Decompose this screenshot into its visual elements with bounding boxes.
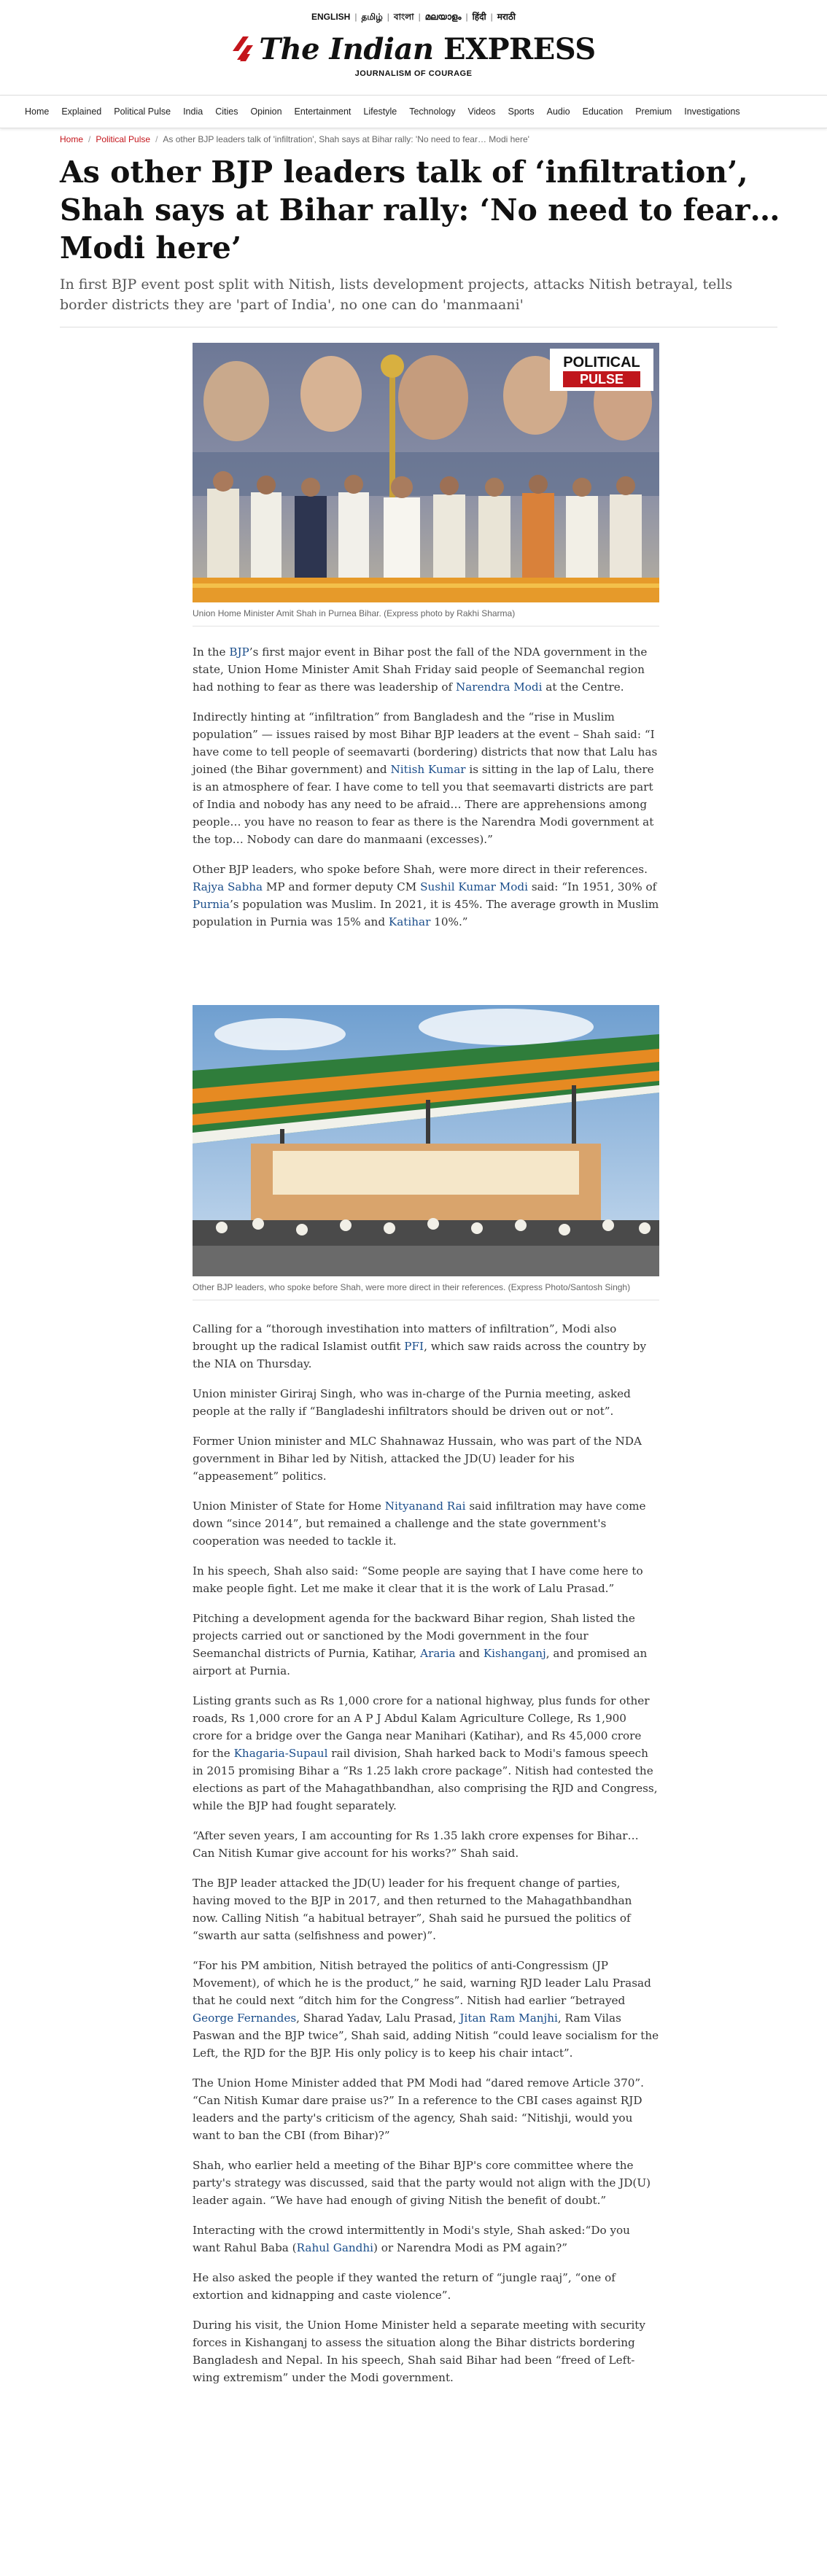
- breadcrumb-political-pulse[interactable]: Political Pulse: [96, 134, 151, 144]
- nav-item-opinion[interactable]: Opinion: [250, 106, 282, 117]
- political-pulse-badge-top: POLITICAL: [563, 354, 640, 371]
- article-headline: As other BJP leaders talk of ‘infiltration’, Shah says at Bihar rally: ‘No need to fear… Modi here’: [60, 155, 780, 265]
- logo-tagline: JOURNALISM OF COURAGE: [354, 69, 473, 78]
- link-rahul-gandhi[interactable]: Rahul Gandhi: [296, 2241, 374, 2254]
- article-subheadline: In first BJP event post split with Nitish, lists development projects, attacks Nitish betrayal, tells border districts they are 'part of India', no one can do 'manmaani': [60, 276, 733, 313]
- lead-image-caption: Union Home Minister Amit Shah in Purnea Bihar. (Express photo by Rakhi Sharma): [193, 602, 659, 626]
- link-rajya-sabha[interactable]: Rajya Sabha: [193, 880, 263, 893]
- article-lead-image: [193, 343, 659, 626]
- nav-item-lifestyle[interactable]: Lifestyle: [363, 106, 397, 117]
- paragraph-2: Indirectly hinting at “infiltration” from Bangladesh and the “rise in Muslim population” — issues raised by most Bihar BJP leaders at the event – Shah said: “I have come to tell people of seemavarti (bordering) districts that now that Lalu has joined (the Bihar government) and Nitish Kumar is sitting in the lap of Lalu, there is an atmosphere of fear. I have come to tell you that seemavarti districts are part of India and nobody has any need to be afraid… There are apprehensions among people… you have no reason to fear as there is the Narendra Modi government at the top… Nobody can dare do manmaani (excesses).”: [193, 710, 658, 846]
- breadcrumb-home[interactable]: Home: [60, 134, 84, 144]
- link-katihar[interactable]: Katihar: [388, 915, 431, 928]
- paragraph-9: Pitching a development agenda for the backward Bihar region, Shah listed the projects carried out or sanctioned by the Modi government in the four Seemanchal districts of Purnia, Katihar, Araria and Kishanganj, and promised an airport at Purnia.: [193, 1612, 648, 1677]
- language-bar: ENGLISH | தமிழ் | বাংলা | മലയാളം | हिंदी | मराठी: [311, 12, 516, 22]
- paragraph-13: “For his PM ambition, Nitish betrayed the politics of anti-Congressism (JP Movement), of which he is the product,” he said, warning RJD leader Lalu Prasad that he could next “ditch him for the Congress”. Nitish had earlier “betrayed George Fernandes, Sharad Yadav, Lalu Prasad, Jitan Ram Manjhi, Ram Vilas Paswan and the BJP twice”, Shah said, adding Nitish “could leave socialism for the Left, the RJD for the BJP. His only policy is to keep his chair intact”.: [193, 1959, 659, 2060]
- nav-item-videos[interactable]: Videos: [467, 106, 496, 117]
- second-image-caption: Other BJP leaders, who spoke before Shah, were more direct in their references. (Express Photo/Santosh Singh): [193, 1276, 659, 1300]
- paragraph-14: The Union Home Minister added that PM Modi had “dared remove Article 370”. “Can Nitish Kumar dare praise us?” In a reference to the CBI cases against RJD leaders and the party's criticism of the agency, Shah said: “Nitishji, would you want to ban the CBI (from Bihar)?”: [193, 2076, 645, 2142]
- language-link-tamil[interactable]: தமிழ்: [361, 12, 383, 22]
- link-kishanganj[interactable]: Kishanganj: [483, 1647, 546, 1660]
- logo-wordmark: The Indian EXPRESS: [259, 32, 596, 66]
- site-logo[interactable]: [0, 34, 827, 78]
- link-pfi[interactable]: PFI: [404, 1340, 424, 1353]
- language-link-hindi[interactable]: हिंदी: [472, 12, 486, 22]
- paragraph-10: Listing grants such as Rs 1,000 crore for a national highway, plus funds for other roads, Rs 1,000 crore for an A P J Abdul Kalam Agriculture College, Rs 1,900 crore for a bridge over the Ganga near Manihari (Katihar), and Rs 45,000 crore for the Khagaria-Supaul rail division, Shah harked back to Modi's famous speech in 2015 promising Bihar a “Rs 1.25 lakh crore package”. Nitish had contested the elections as part of the Mahagathbandhan, also comprising the RJD and Congress, while the BJP had fought separately.: [193, 1694, 658, 1812]
- language-link-malayalam[interactable]: മലയാളം: [424, 12, 462, 22]
- link-george-fernandes[interactable]: George Fernandes: [193, 2011, 297, 2025]
- article-body-part-1: [193, 643, 659, 943]
- link-bjp[interactable]: BJP: [229, 645, 249, 659]
- nav-item-explained[interactable]: Explained: [61, 106, 102, 117]
- link-jitan-ram-manjhi[interactable]: Jitan Ram Manjhi: [459, 2011, 558, 2025]
- main-nav: [0, 95, 827, 128]
- nav-item-sports[interactable]: Sports: [508, 106, 535, 117]
- nav-item-premium[interactable]: Premium: [635, 106, 672, 117]
- paragraph-17: He also asked the people if they wanted the return of “jungle raaj”, “one of extortion and kidnapping and caste violence”.: [193, 2271, 616, 2302]
- paragraph-16: Interacting with the crowd intermittently in Modi's style, Shah asked:“Do you want Rahul Baba (Rahul Gandhi) or Narendra Modi as PM again?”: [193, 2224, 630, 2254]
- nav-item-technology[interactable]: Technology: [409, 106, 456, 117]
- nav-item-entertainment[interactable]: Entertainment: [294, 106, 352, 117]
- breadcrumb: Home / Political Pulse / As other BJP leaders talk of 'infiltration', Shah says at Bihar rally: 'No need to fear… Modi here': [60, 134, 529, 144]
- link-narendra-modi[interactable]: Narendra Modi: [455, 680, 543, 694]
- language-link-english[interactable]: ENGLISH: [311, 12, 351, 22]
- political-pulse-badge-bottom: PULSE: [579, 372, 624, 387]
- nav-item-home[interactable]: Home: [25, 106, 50, 117]
- link-araria[interactable]: Araria: [420, 1647, 456, 1660]
- link-nityanand-rai[interactable]: Nityanand Rai: [384, 1500, 466, 1513]
- nav-item-audio[interactable]: Audio: [546, 106, 570, 117]
- link-purnia[interactable]: Purnia: [193, 898, 230, 911]
- nav-item-investigations[interactable]: Investigations: [684, 106, 740, 117]
- paragraph-18: During his visit, the Union Home Minister held a separate meeting with security forces in Kishanganj to assess the situation along the Bihar districts bordering Bangladesh and Nepal. In his speech, Shah said Bihar had been “freed of Left-wing extremism” under the Modi government.: [193, 2319, 645, 2384]
- link-nitish-kumar[interactable]: Nitish Kumar: [390, 763, 466, 776]
- paragraph-3: Other BJP leaders, who spoke before Shah, were more direct in their references. Rajya Sabha MP and former deputy CM Sushil Kumar Modi said: “In 1951, 30% of Purnia’s population was Muslim. In 2021, it is 45%. The average growth in Muslim population in Purnia was 15% and Katihar 10%.”: [193, 863, 659, 928]
- paragraph-15: Shah, who earlier held a meeting of the Bihar BJP's core committee where the party's strategy was discussed, said that the party would not align with the JD(U) leader again. “We have had enough of giving Nitish the benefit of doubt.”: [193, 2159, 651, 2207]
- language-link-marathi[interactable]: मराठी: [497, 12, 516, 22]
- article-second-image: [193, 1005, 659, 1300]
- nav-item-education[interactable]: Education: [582, 106, 624, 117]
- rally-stage-photo: [193, 343, 659, 602]
- language-link-bangla[interactable]: বাংলা: [393, 12, 414, 22]
- breadcrumb-current: As other BJP leaders talk of 'infiltration', Shah says at Bihar rally: 'No need to fear… Modi here': [163, 134, 529, 144]
- nav-item-india[interactable]: India: [183, 106, 203, 117]
- nav-item-political-pulse[interactable]: Political Pulse: [114, 106, 171, 117]
- logo-mark-icon: [231, 35, 253, 64]
- paragraph-7: Union Minister of State for Home Nityanand Rai said infiltration may have come down “since 2014”, but remained a challenge and the state government's cooperation was needed to tackle it.: [193, 1500, 646, 1548]
- paragraph-6: Former Union minister and MLC Shahnawaz Hussain, who was part of the NDA government in Bihar led by Nitish, attacked the JD(U) leader for his “appeasement” politics.: [193, 1435, 642, 1483]
- nav-item-cities[interactable]: Cities: [215, 106, 238, 117]
- paragraph-8: In his speech, Shah also said: “Some people are saying that I have come here to make people fight. Let me make it clear that it is the work of Lalu Prasad.”: [193, 1564, 643, 1595]
- rally-tent-photo: [193, 1005, 659, 1276]
- link-sushil-kumar-modi[interactable]: Sushil Kumar Modi: [420, 880, 528, 893]
- paragraph-1: In the BJP’s first major event in Bihar post the fall of the NDA government in the state, Union Home Minister Amit Shah Friday said people of Seemanchal region had nothing to fear as there was leadership of Narendra Modi at the Centre.: [193, 645, 648, 694]
- paragraph-12: The BJP leader attacked the JD(U) leader for his frequent change of parties, having moved to the BJP in 2017, and then returned to the Mahagathbandhan now. Calling Nitish “a habitual betrayer”, Shah said he pursued the politics of “swarth aur satta (selfishness and power)”.: [193, 1877, 632, 1942]
- link-khagaria-supaul[interactable]: Khagaria-Supaul: [233, 1747, 328, 1760]
- paragraph-11: “After seven years, I am accounting for Rs 1.35 lakh crore expenses for Bihar… Can Nitish Kumar give account for his works?” Shah said.: [193, 1829, 639, 1860]
- paragraph-4: Calling for a “thorough investihation into matters of infiltration”, Modi also brought up the radical Islamist outfit PFI, which saw raids across the country by the NIA on Thursday.: [193, 1322, 647, 1370]
- article-body-part-2: [193, 1320, 659, 2399]
- paragraph-5: Union minister Giriraj Singh, who was in-charge of the Purnia meeting, asked people at the rally if “Bangladeshi infiltrators should be driven out or not”.: [193, 1387, 631, 1418]
